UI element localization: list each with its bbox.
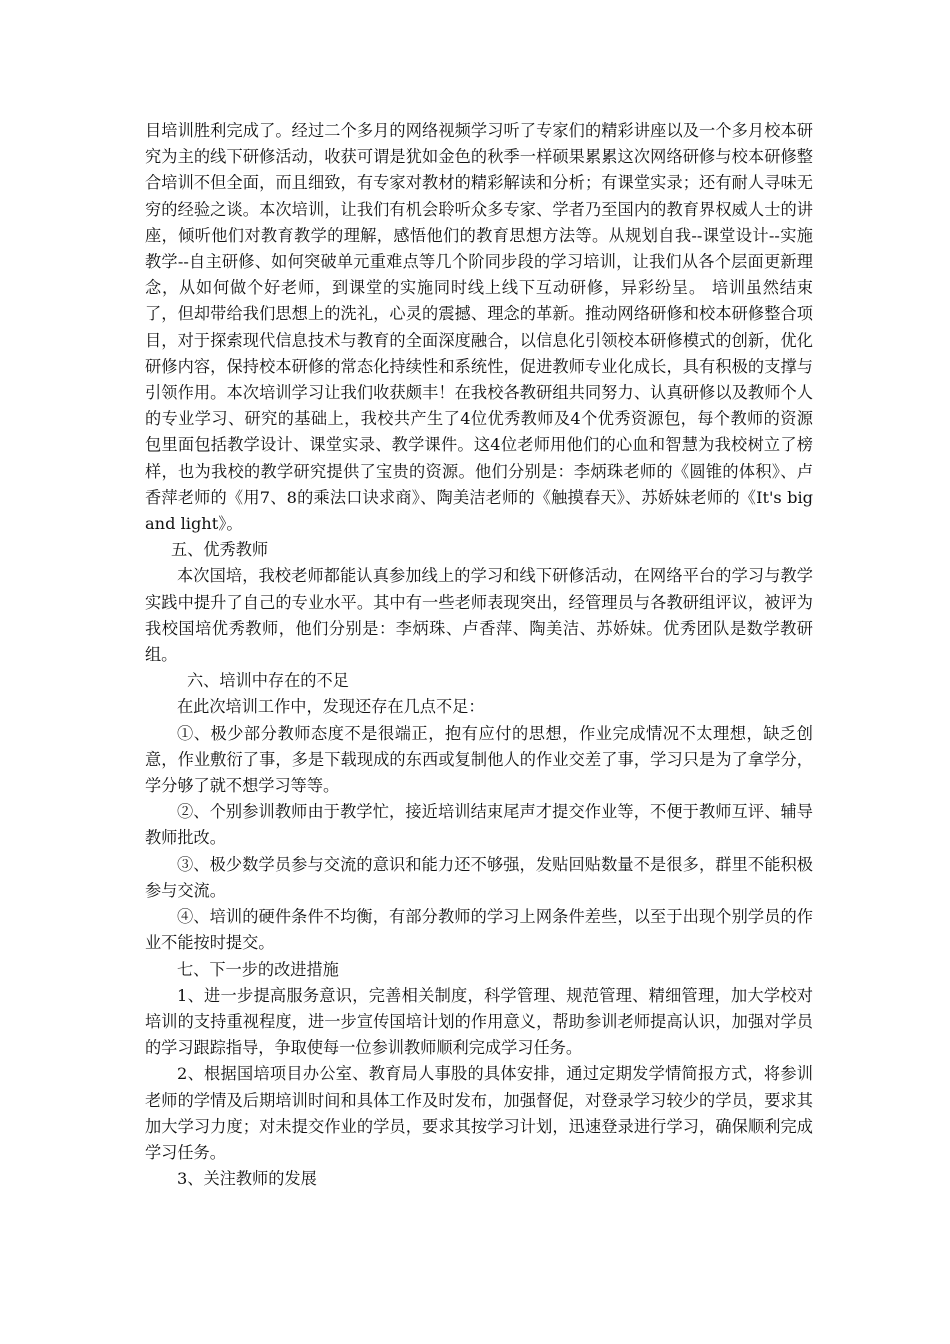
- section7-item-2: 2、根据国培项目办公室、教育局人事股的具体安排，通过定期发学情简报方式，将参训老师的学情及后期培训时间和具体工作及时发布，加强督促，对登录学习较少的学员，要求其加大学习力度；对未提交作业的学员，要求其按学习计划，迅速登录进行学习，确保顺利完成学习任务。: [145, 1064, 813, 1162]
- section6-item-3: ③、极少数学员参与交流的意识和能力还不够强，发贴回贴数量不是很多，群里不能积极参与交流。: [145, 854, 813, 900]
- intro-paragraph: 目培训胜利完成了。经过二个多月的网络视频学习听了专家们的精彩讲座以及一个多月校本研究为主的线下研修活动，收获可谓是犹如金色的秋季一样硕果累累这次网络研修与校本研修整合培训不但全面，而且细致，有专家对教材的精彩解读和分析；有课堂实录；还有耐人寻味无穷的经验之谈。本次培训，让我们有机会聆听众多专家、学者乃至国内的教育界权威人士的讲座，倾听他们对教育教学的理解，感悟他们的教育思想方法等。从规划自我--课堂设计--实施教学--自主研修、如何突破单元重难点等几个阶同步段的学习培训，让我们从各个层面更新理念，从如何做个好老师，到课堂的实施同时线上线下互动研修，异彩纷呈。 培训虽然结束了，但却带给我们思想上的洗礼，心灵的震撼、理念的革新。推动网络研修和校本研修整合项目，对于探索现代信息技术与教育的全面深度融合，以信息化引领校本研修模式的创新，优化研修内容，保持校本研修的常态化持续性和系统性，促进教师专业化成长，具有积极的支撑与引领作用。本次培训学习让我们收获颇丰！在我校各教研组共同努力、认真研修以及教师个人的专业学习、研究的基础上，我校共产生了4位优秀教师及4个优秀资源包，每个教师的资源包里面包括教学设计、课堂实录、教学课件。这4位老师用他们的心血和智慧为我校树立了榜样，也为我校的教学研究提供了宝贵的资源。他们分别是：李炳珠老师的《圆锥的体积》、卢香萍老师的《用7、8的乘法口诀求商》、陶美洁老师的《触摸春天》、苏娇妹老师的《It's big and light》。: [145, 121, 813, 534]
- section5-paragraph: 本次国培，我校老师都能认真参加线上的学习和线下研修活动，在网络平台的学习与教学实践中提升了自己的专业水平。其中有一些老师表现突出，经管理员与各教研组评议，被评为我校国培优秀教师，他们分别是：李炳珠、卢香萍、陶美洁、苏娇妹。优秀团队是数学教研组。: [145, 566, 813, 665]
- section6-item-1: ①、极少部分教师态度不是很端正，抱有应付的思想，作业完成情况不太理想，缺乏创意，作业敷衍了事，多是下载现成的东西或复制他人的作业交差了事，学习只是为了拿学分，学分够了就不想学习等等。: [145, 723, 813, 796]
- section7-item-1: 1、进一步提高服务意识，完善相关制度，科学管理、规范管理、精细管理，加大学校对培训的支持重视程度，进一步宣传国培计划的作用意义，帮助参训老师提高认识，加强对学员的学习跟踪指导，争取使每一位参训教师顺利完成学习任务。: [145, 985, 813, 1058]
- section6-item-2: ②、个别参训教师由于教学忙，接近培训结束尾声才提交作业等，不便于教师互评、辅导教师批改。: [145, 802, 813, 848]
- section5-heading: 五、优秀教师: [171, 540, 269, 560]
- document-page: [145, 118, 813, 1192]
- section6-heading: 六、培训中存在的不足: [187, 671, 349, 691]
- section6-intro: 在此次培训工作中，发现还存在几点不足：: [177, 697, 485, 717]
- section7-item-3: 3、关注教师的发展: [177, 1169, 317, 1189]
- section7-heading: 七、下一步的改进措施: [177, 959, 339, 979]
- section6-item-4: ④、培训的硬件条件不均衡，有部分教师的学习上网条件差些，以至于出现个别学员的作业不能按时提交。: [145, 907, 813, 953]
